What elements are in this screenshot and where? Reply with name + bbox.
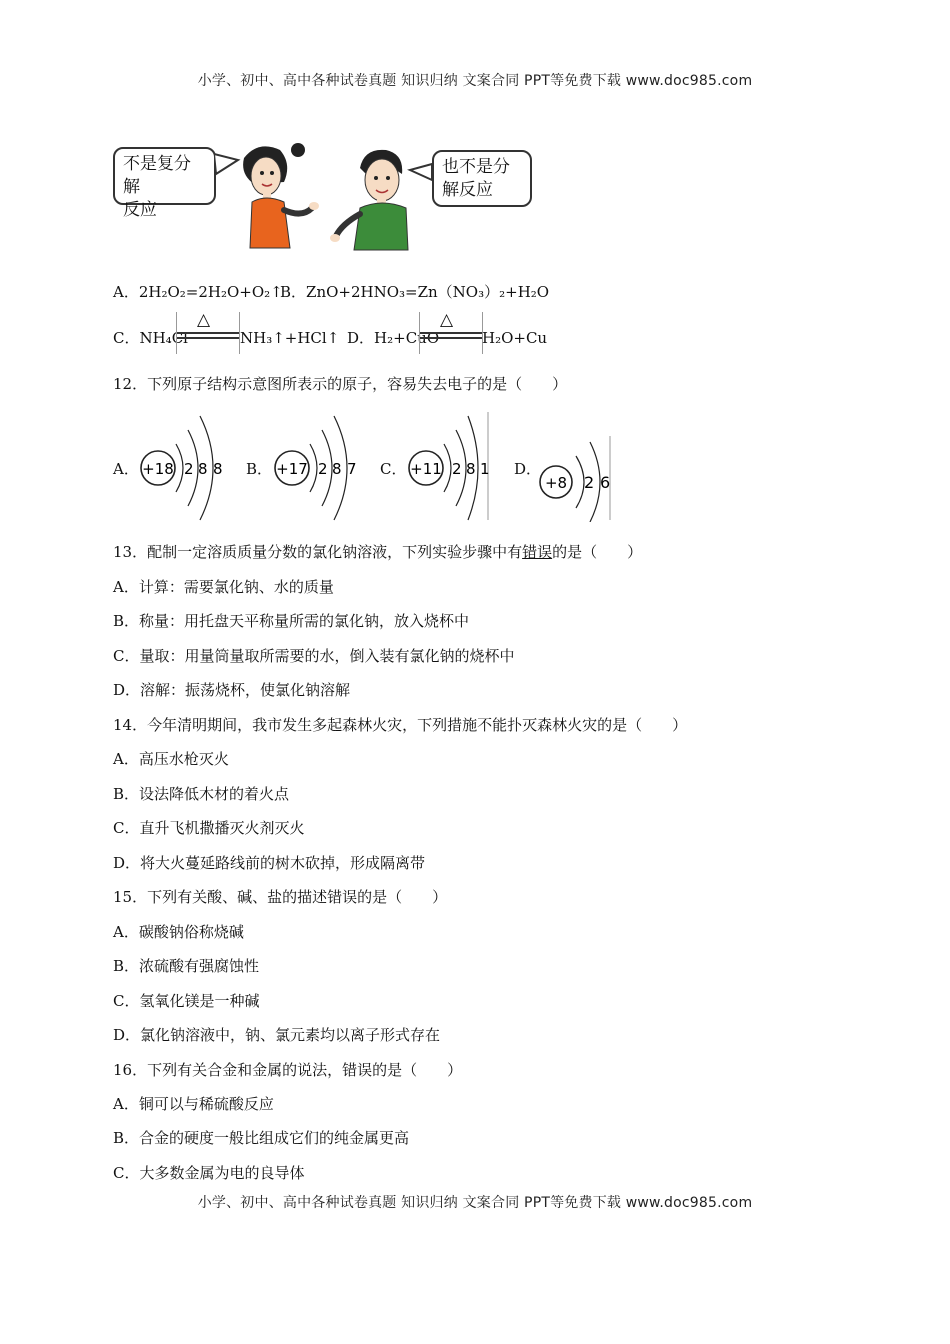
- right-speech-bubble: [432, 150, 532, 207]
- q11-option-b: B．ZnO+2HNO₃=Zn（NO₃）₂+H₂O: [280, 283, 550, 301]
- shell-electrons: 2: [452, 460, 462, 478]
- shell-electrons: 6: [600, 473, 611, 492]
- shell-electrons: 7: [347, 460, 357, 478]
- q16-option-c: C．大多数金属为电的良导体: [113, 1164, 305, 1182]
- q13-option-c: C．量取：用量筒量取所需要的水，倒入装有氯化钠的烧杯中: [113, 647, 515, 665]
- q12-label-b: B．: [246, 460, 273, 478]
- q13-stem-end: 的是（ ）: [552, 543, 643, 561]
- q11-c-condition-box: [176, 312, 240, 354]
- q13-stem: [113, 542, 642, 562]
- q14-option-c: C．直升飞机撒播灭火剂灭火: [113, 819, 305, 837]
- q11-option-a: A．2H₂O₂=2H₂O+O₂↑: [113, 283, 283, 301]
- q14-option-a: A．高压水枪灭火: [113, 750, 229, 768]
- page-header: 小学、初中、高中各种试卷真题 知识归纳 文案合同 PPT等免费下载 www.doc985.com: [197, 73, 753, 89]
- nucleus-charge: +11: [410, 460, 442, 478]
- atom-diagram-b: [270, 410, 360, 522]
- q13-option-d: D．溶解：振荡烧杯，使氯化钠溶解: [113, 681, 351, 699]
- q12-stem: 12．下列原子结构示意图所表示的原子，容易失去电子的是（ ）: [113, 375, 568, 393]
- atom-diagram-c: [404, 410, 490, 522]
- heat-icon: △: [440, 310, 454, 330]
- q15-option-a: A．碳酸钠俗称烧碱: [113, 923, 244, 941]
- shell-electrons: 2: [318, 460, 328, 478]
- shell-electrons: 8: [332, 460, 342, 478]
- q13-stem-start: 13．配制一定溶质质量分数的氯化钠溶液，下列实验步骤中有: [113, 543, 523, 561]
- q14-option-d: D．将大火蔓延路线前的树木砍掉，形成隔离带: [113, 854, 426, 872]
- equals-line-top: [420, 332, 482, 334]
- q15-option-c: C．氢氧化镁是一种碱: [113, 992, 260, 1010]
- q11-option-d-product: H₂O+Cu: [482, 329, 548, 347]
- atom-diagram-a: [136, 410, 226, 522]
- shell-arc: [576, 456, 584, 508]
- q13-stem-underlined: 错误: [522, 543, 553, 561]
- right-bubble-tail: [410, 164, 432, 180]
- q16-option-a: A．铜可以与稀硫酸反应: [113, 1095, 274, 1113]
- right-bubble-line-1: 也不是分: [442, 157, 510, 177]
- q16-stem: 16．下列有关合金和金属的说法，错误的是（ ）: [113, 1061, 463, 1079]
- q11-d-condition-box: [419, 312, 483, 354]
- q14-option-b: B．设法降低木材的着火点: [113, 785, 290, 803]
- left-speech-bubble: [113, 147, 216, 220]
- shell-electrons: 8: [466, 460, 476, 478]
- cartoon-figures: [214, 140, 434, 252]
- shell-electrons: 1: [480, 460, 490, 478]
- nucleus-charge: +8: [544, 474, 568, 492]
- q12-label-a: A．: [113, 460, 139, 478]
- shell-electrons: 8: [213, 460, 223, 478]
- left-bubble-line-2: 反应: [123, 200, 157, 220]
- q16-option-b: B．合金的硬度一般比组成它们的纯金属更高: [113, 1129, 410, 1147]
- q11-option-d-reactant: D．H₂+CuO: [347, 329, 440, 347]
- q15-stem: 15．下列有关酸、碱、盐的描述错误的是（ ）: [113, 888, 448, 906]
- nucleus-charge: +18: [142, 460, 174, 478]
- nucleus-charge: +17: [276, 460, 308, 478]
- boy-figure: [330, 150, 408, 250]
- shell-arc: [310, 444, 317, 492]
- q14-stem: 14．今年清明期间，我市发生多起森林火灾，下列措施不能扑灭森林火灾的是（ ）: [113, 716, 688, 734]
- equals-line-bottom: [420, 337, 482, 339]
- left-bubble-line-1: 不是复分解: [123, 154, 191, 197]
- girl-figure: [243, 143, 319, 248]
- q12-label-d: D．: [514, 460, 542, 478]
- page-footer: 小学、初中、高中各种试卷真题 知识归纳 文案合同 PPT等免费下载 www.doc985.com: [197, 1195, 753, 1211]
- q13-option-b: B．称量：用托盘天平称量所需的氯化钠，放入烧杯中: [113, 612, 470, 630]
- equals-line-bottom: [177, 337, 239, 339]
- shell-electrons: 2: [184, 460, 194, 478]
- q11-option-c-reactant: C．NH₄Cl: [113, 329, 188, 347]
- shell-arc: [444, 444, 451, 492]
- right-bubble-line-2: 解反应: [442, 180, 493, 200]
- atom-diagram-d: [536, 434, 614, 522]
- q13-option-a: A．计算：需要氯化钠、水的质量: [113, 578, 334, 596]
- equals-line-top: [177, 332, 239, 334]
- heat-icon: △: [197, 310, 211, 330]
- shell-electrons: 8: [198, 460, 208, 478]
- shell-arc: [176, 444, 183, 492]
- q15-option-d: D．氯化钠溶液中，钠、氯元素均以离子形式存在: [113, 1026, 441, 1044]
- shell-electrons: 2: [584, 473, 595, 492]
- q12-label-c: C．: [380, 460, 407, 478]
- q11-option-c-product: NH₃↑+HCl↑: [240, 329, 340, 347]
- q15-option-b: B．浓硫酸有强腐蚀性: [113, 957, 260, 975]
- left-bubble-tail: [214, 154, 238, 174]
